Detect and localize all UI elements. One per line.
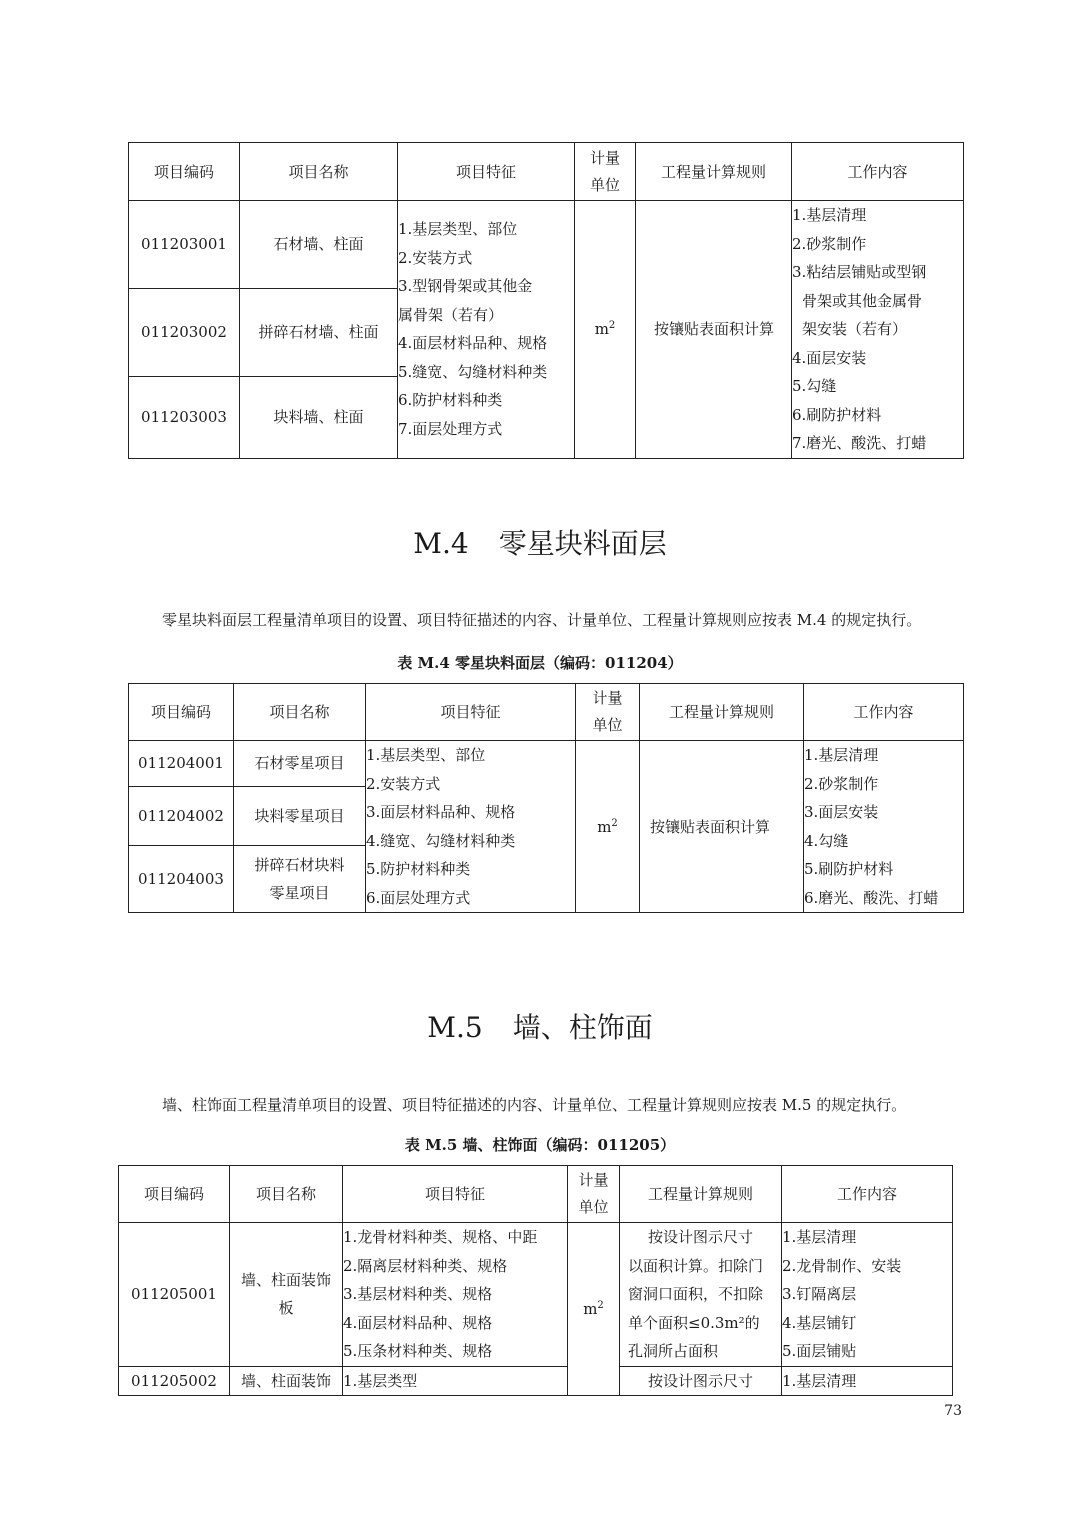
item-code: 011205002	[119, 1366, 230, 1395]
header-code: 项目编码	[129, 143, 240, 201]
features-list: 1.基层类型、部位 2.安装方式 3.型钢骨架或其他金 属骨架（若有） 4.面层材料品种、规格 5.缝宽、勾缝材料种类 6.防护材料种类 7.面层处理方式	[398, 201, 575, 459]
header-unit: 计量 单位	[568, 1166, 620, 1223]
header-rule: 工程量计算规则	[620, 1166, 782, 1223]
section-intro-m4: 零星块料面层工程量清单项目的设置、项目特征描述的内容、计量单位、工程量计算规则应按表 M.4 的规定执行。	[162, 611, 922, 629]
header-name: 项目名称	[234, 684, 366, 741]
item-name: 墙、柱面装饰 板	[230, 1223, 343, 1367]
header-features: 项目特征	[398, 143, 575, 201]
item-code: 011203001	[129, 201, 240, 289]
features-list: 1.基层类型、部位 2.安装方式 3.面层材料品种、规格 4.缝宽、勾缝材料种类 5.防护材料种类 6.面层处理方式	[366, 741, 576, 913]
rule-cell: 按设计图示尺寸 以面积计算。扣除门 窗洞口面积，不扣除 单个面积≤0.3m²的 孔洞所占面积	[620, 1223, 782, 1367]
header-work: 工作内容	[792, 143, 964, 201]
work-list: 1.基层清理 2.砂浆制作 3.面层安装 4.勾缝 5.刷防护材料 6.磨光、酸洗、打蜡	[804, 741, 964, 913]
section-title-m5: M.5 墙、柱饰面	[427, 1011, 653, 1044]
header-unit: 计量 单位	[575, 143, 636, 201]
item-name: 拼碎石材墙、柱面	[240, 288, 398, 376]
table-caption-m4: 表 M.4 零星块料面层（编码：011204）	[397, 654, 683, 672]
item-code: 011203003	[129, 376, 240, 458]
work-list: 1.基层清理	[782, 1366, 953, 1395]
item-name: 墙、柱面装饰	[230, 1366, 343, 1395]
section-intro-m5: 墙、柱饰面工程量清单项目的设置、项目特征描述的内容、计量单位、工程量计算规则应按表 M.5 的规定执行。	[162, 1096, 907, 1114]
item-code: 011205001	[119, 1223, 230, 1367]
table-caption-m5: 表 M.5 墙、柱饰面（编码：011205）	[404, 1136, 676, 1154]
header-unit: 计量 单位	[576, 684, 640, 741]
header-work: 工作内容	[782, 1166, 953, 1223]
item-code: 011204001	[129, 741, 234, 787]
table-m5	[118, 1165, 953, 1396]
item-code: 011203002	[129, 288, 240, 376]
header-work: 工作内容	[804, 684, 964, 741]
features-list: 1.基层类型	[343, 1366, 568, 1395]
item-code: 011204003	[129, 846, 234, 913]
rule-cell: 按镶贴表面积计算	[640, 741, 804, 913]
header-features: 项目特征	[366, 684, 576, 741]
item-name: 拼碎石材块料 零星项目	[234, 846, 366, 913]
unit-cell: $m^2$	[568, 1223, 620, 1396]
features-list: 1.龙骨材料种类、规格、中距 2.隔离层材料种类、规格 3.基层材料种类、规格 4.面层材料品种、规格 5.压条材料种类、规格	[343, 1223, 568, 1367]
rule-cell: 按镶贴表面积计算	[636, 201, 792, 459]
item-name: 石材墙、柱面	[240, 201, 398, 289]
section-title-m4: M.4 零星块料面层	[413, 527, 667, 560]
unit-cell: $m^2$	[576, 741, 640, 913]
work-list: 1.基层清理 2.龙骨制作、安装 3.钉隔离层 4.基层铺钉 5.面层铺贴	[782, 1223, 953, 1367]
header-name: 项目名称	[240, 143, 398, 201]
unit-cell: $m^2$	[575, 201, 636, 459]
work-list: 1.基层清理 2.砂浆制作 3.粘结层铺贴或型钢 骨架或其他金属骨 架安装（若有） 4.面层安装 5.勾缝 6.刷防护材料 7.磨光、酸洗、打蜡	[792, 201, 964, 459]
header-name: 项目名称	[230, 1166, 343, 1223]
header-code: 项目编码	[119, 1166, 230, 1223]
header-rule: 工程量计算规则	[636, 143, 792, 201]
item-name: 石材零星项目	[234, 741, 366, 787]
page-number: 73	[944, 1403, 962, 1419]
header-features: 项目特征	[343, 1166, 568, 1223]
header-rule: 工程量计算规则	[640, 684, 804, 741]
item-name: 块料墙、柱面	[240, 376, 398, 458]
rule-cell: 按设计图示尺寸	[620, 1366, 782, 1395]
item-name: 块料零星项目	[234, 786, 366, 846]
header-code: 项目编码	[129, 684, 234, 741]
table-m3	[128, 142, 964, 459]
item-code: 011204002	[129, 786, 234, 846]
table-m4	[128, 683, 964, 913]
